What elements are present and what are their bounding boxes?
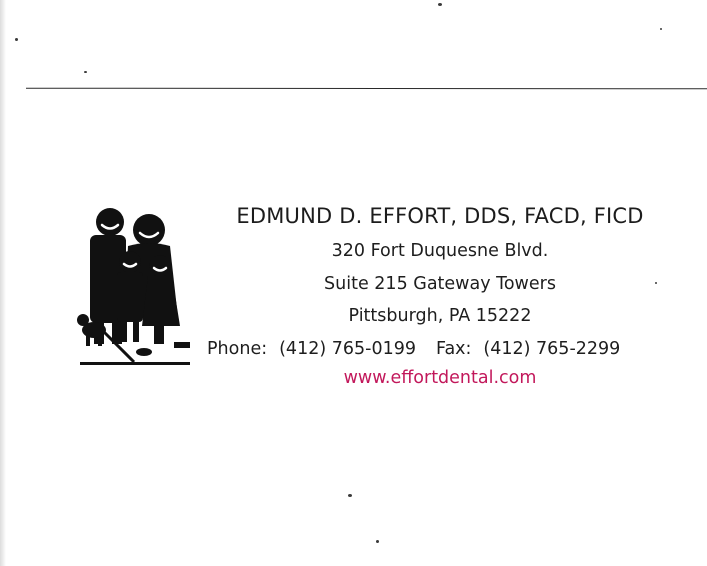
phone-number[interactable]: (412) 765-0199: [279, 338, 416, 359]
phone-label: Phone:: [207, 338, 268, 359]
fax-label: Fax:: [435, 338, 472, 359]
family-silhouette-logo-icon: [74, 202, 196, 372]
scan-speck: [15, 38, 18, 41]
website-link[interactable]: www.effortdental.com: [343, 368, 537, 388]
scan-speck: [348, 494, 352, 497]
horizontal-rule: [26, 88, 707, 90]
scan-speck: [84, 71, 87, 73]
fax-number: (412) 765-2299: [483, 338, 621, 359]
scan-edge-shadow: [0, 0, 6, 566]
address-city: Pittsburgh, PA 15222: [348, 306, 532, 326]
phone-fax-row: [205, 338, 675, 359]
scan-speck: [376, 540, 379, 543]
address-suite: Suite 215 Gateway Towers: [324, 273, 556, 294]
scan-speck: [660, 28, 662, 30]
address-street: 320 Fort Duquesne Blvd.: [331, 241, 549, 261]
doctor-name: EDMUND D. EFFORT, DDS, FACD, FICD: [236, 204, 644, 228]
scan-speck: [438, 3, 442, 6]
contact-block: [205, 200, 675, 388]
